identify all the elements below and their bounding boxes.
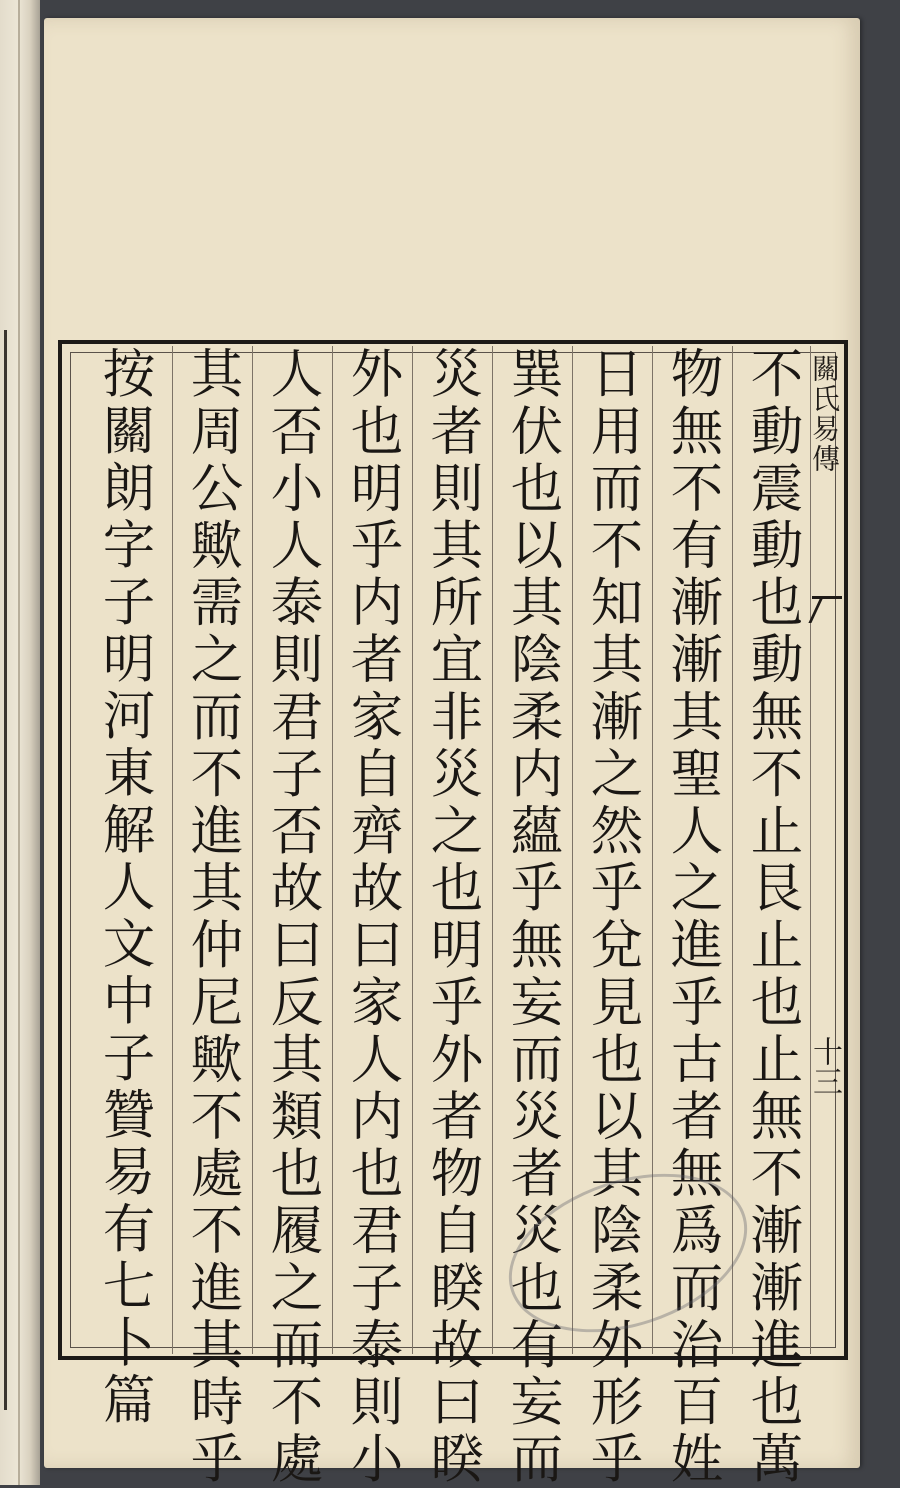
text-column-9: 按關朗字子明河東解人文中子贊易有七卜篇: [94, 346, 156, 1429]
column-divider: [252, 346, 253, 1354]
column-divider: [172, 346, 173, 1354]
column-divider: [332, 346, 333, 1354]
text-column-2: 物無不有漸漸其聖人之進乎古者無爲而治百姓: [662, 346, 724, 1488]
previous-page-edge: [0, 0, 40, 1485]
column-divider: [412, 346, 413, 1354]
fore-edge-column: [808, 346, 848, 1354]
text-column-5: 災者則其所宜非災之也明乎外者物自睽故曰睽: [422, 346, 484, 1488]
text-column-8: 其周公歟需之而不進其仲尼歟不處不進其時乎: [182, 346, 244, 1488]
text-column-3: 日用而不知其漸之然乎兌見也以其陰柔外形乎: [582, 346, 644, 1488]
text-column-4: 巽伏也以其陰柔内蘊乎無妄而災者災也有妄而: [502, 346, 564, 1488]
book-title: 關氏易傳: [808, 354, 841, 474]
fish-tail-mark: [812, 596, 842, 639]
text-column-6: 外也明乎内者家自齊故曰家人内也君子泰則小: [342, 346, 404, 1488]
column-divider: [492, 346, 493, 1354]
previous-page-border: [4, 330, 13, 1410]
text-column-7: 人否小人泰則君子否故曰反其類也履之而不處: [262, 346, 324, 1488]
text-column-1: 不動震動也動無不止艮止也止無不漸漸進也萬: [742, 346, 804, 1488]
page-fold-line: [18, 0, 20, 1485]
page-number: 十三: [807, 1036, 842, 1096]
